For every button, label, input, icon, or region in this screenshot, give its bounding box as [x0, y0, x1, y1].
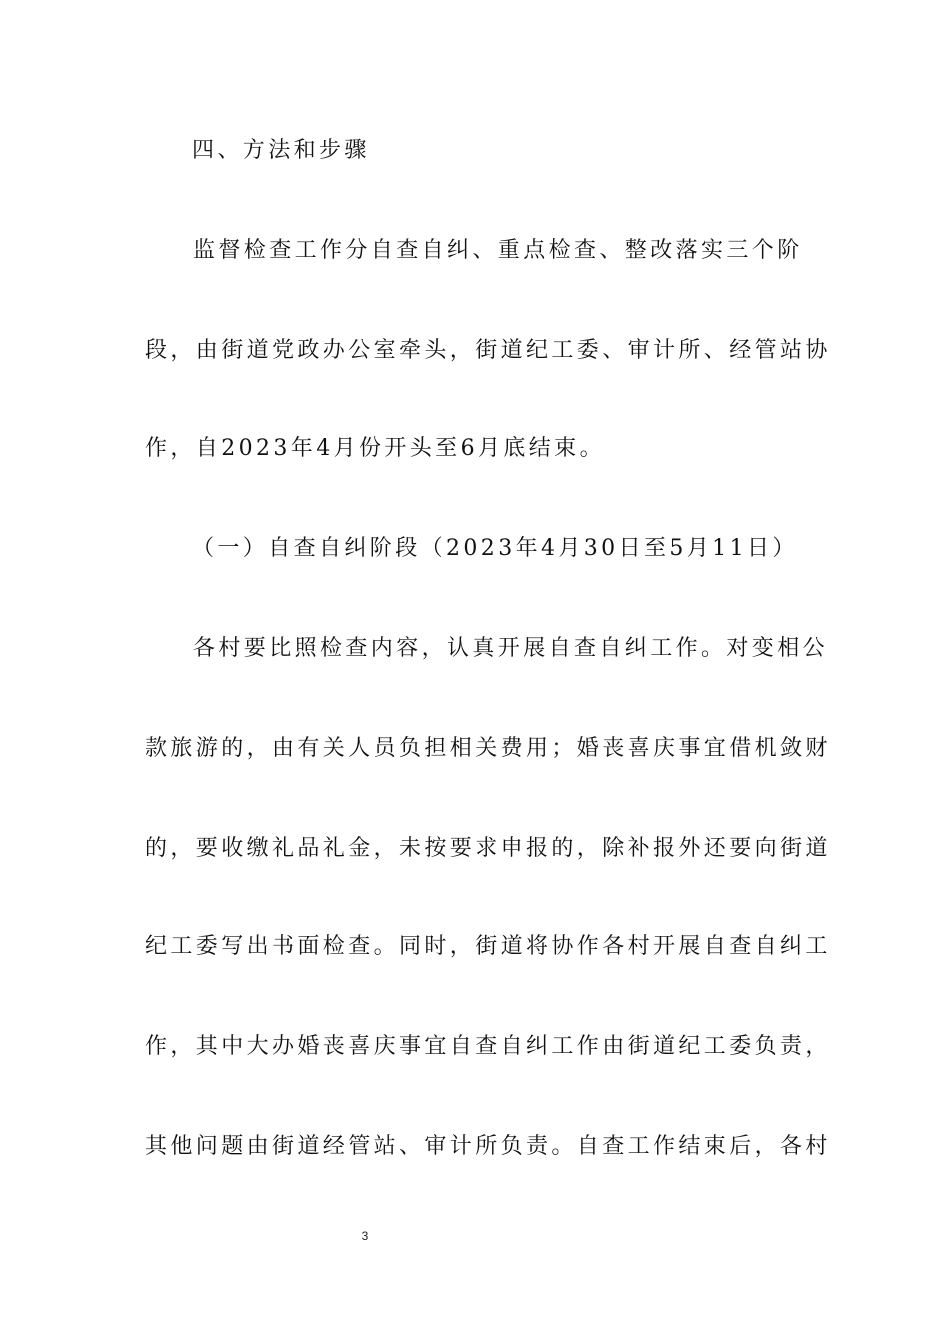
paragraph-line: 的，要收缴礼品礼金，未按要求申报的，除补报外还要向街道 — [145, 836, 831, 861]
subsection-heading: （一）自查自纠阶段（2023年4月30日至5月11日） — [192, 536, 798, 561]
paragraph-line: 段，由街道党政办公室牵头，街道纪工委、审计所、经管站协 — [145, 338, 831, 363]
paragraph-line: 作，自2023年4月份开头至6月底结束。 — [145, 436, 605, 461]
paragraph-line: 其他问题由街道经管站、审计所负责。自查工作结束后，各村 — [145, 1134, 831, 1159]
paragraph-line: 作，其中大办婚丧喜庆事宜自查自纠工作由街道纪工委负责， — [145, 1034, 831, 1059]
paragraph-line: 各村要比照检查内容，认真开展自查自纠工作。对变相公 — [193, 636, 829, 661]
paragraph-line: 监督检查工作分自查自纠、重点检查、整改落实三个阶 — [193, 238, 803, 263]
section-heading: 四、方法和步骤 — [192, 138, 370, 163]
page-number: 3 — [361, 1229, 369, 1243]
paragraph-line: 纪工委写出书面检查。同时，街道将协作各村开展自查自纠工 — [145, 934, 831, 959]
paragraph-line: 款旅游的，由有关人员负担相关费用；婚丧喜庆事宜借机敛财 — [145, 736, 831, 761]
